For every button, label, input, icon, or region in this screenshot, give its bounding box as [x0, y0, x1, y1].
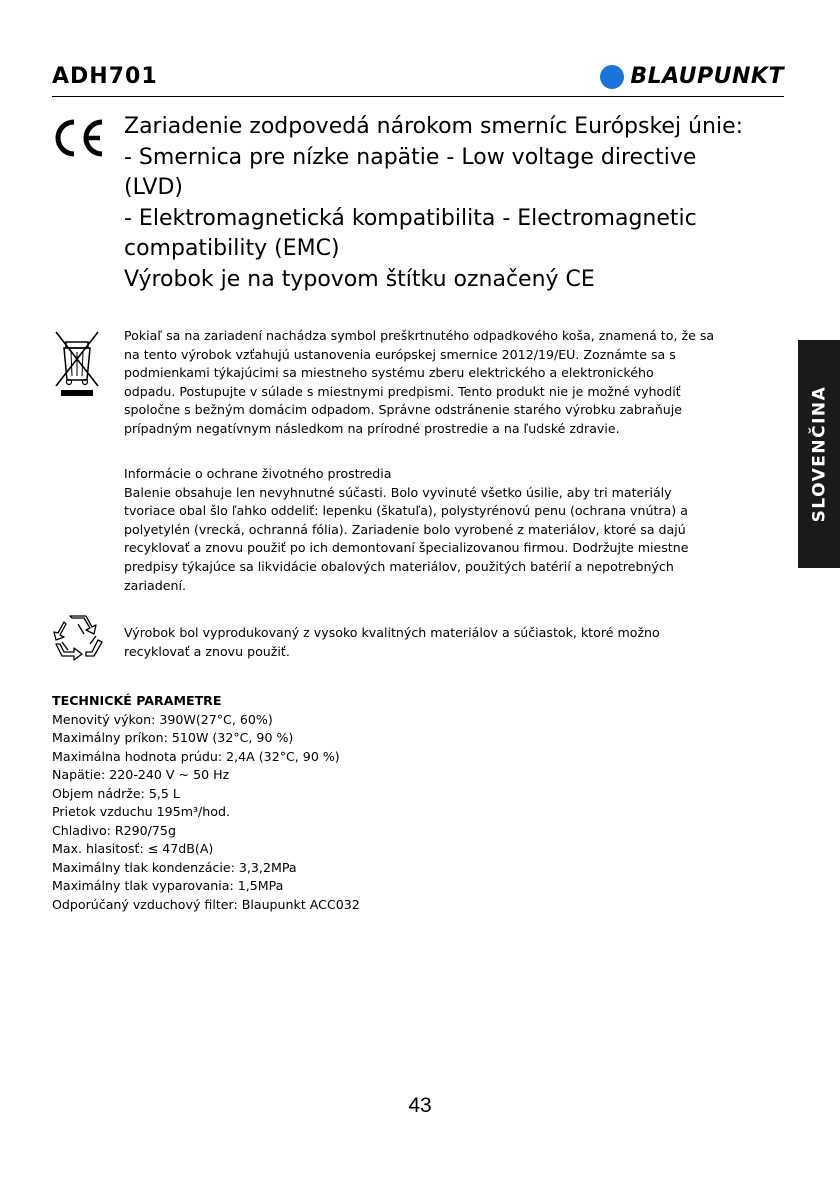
list-item: Maximálna hodnota prúdu: 2,4A (32°C, 90 %): [52, 748, 340, 764]
list-item: Maximálny tlak vyparovania: 1,5MPa: [52, 878, 284, 893]
weee-line: na tento výrobok vzťahujú ustanovenia európskej smernice 2012/19/EU. Zoznámte sa s: [124, 346, 676, 362]
environment-line: polyetylén (vrecká, ochranná fólia). Zariadenie bolo vyrobené z materiálov, ktoré sa dajú: [124, 521, 686, 537]
ce-line: Výrobok je na typovom štítku označený CE: [124, 266, 595, 292]
environment-line: tvoriace obal šlo ľahko oddeliť: lepenku (škatuľa), polystyrénovú penu (ochrana vnútra) a: [124, 503, 688, 519]
model-title: ADH701: [52, 64, 158, 89]
ce-line: Zariadenie zodpovedá nárokom smerníc Európskej únie:: [124, 114, 744, 139]
list-item: Max. hlasitosť: ≤ 47dB(A): [52, 841, 214, 856]
weee-line: Pokiaľ sa na zariadení nachádza symbol preškrtnutého odpadkového koša, znamená to, že sa: [124, 328, 715, 343]
crossed-out-bin-icon: [52, 328, 102, 398]
ce-line: - Elektromagnetická kompatibilita - Electromagnetic: [124, 205, 697, 231]
brand-logo: [600, 64, 784, 89]
technical-parameters: [52, 692, 552, 914]
weee-paragraph: [124, 327, 790, 439]
recycle-paragraph: [124, 624, 790, 661]
ce-conformity-text: [124, 112, 804, 295]
list-item: Menovitý výkon: 390W(27°C, 60%): [52, 711, 273, 727]
weee-line: spoločne s bežným domácim odpadom. Správne odstránenie starého výrobku zabraňuje: [124, 402, 683, 418]
weee-line: prípadným negatívnym následkom na prírodné prostredie a na ľudské zdravie.: [124, 420, 620, 436]
weee-line: podmienkami týkajúcimi sa miestneho systému zberu elektrického a elektronického: [124, 365, 654, 381]
language-side-tab: [798, 340, 840, 568]
ce-mark-icon: [52, 118, 106, 158]
ce-line: compatibility (EMC): [124, 236, 340, 261]
weee-line: odpadu. Postupujte v súlade s miestnymi predpismi. Tento produkt nie je možné vyhodiť: [124, 383, 681, 399]
page-number: 43: [408, 1094, 432, 1117]
list-item: Odporúčaný vzduchový filter: Blaupunkt ACC032: [52, 896, 360, 912]
recycle-line: Výrobok bol vyprodukovaný z vysoko kvalitných materiálov a súčiastok, ktoré možno: [124, 625, 660, 640]
environment-line: Balenie obsahuje len nevyhnutné súčasti. Bolo vyvinuté všetko úsilie, aby tri materiály: [124, 484, 672, 500]
environment-title: Informácie o ochrane životného prostredia: [124, 466, 392, 481]
ce-line: - Smernica pre nízke napätie - Low voltage directive: [124, 144, 697, 170]
environment-line: predpisy týkajúce sa likvidácie obalových materiálov, použitých batérií a nepotrebných: [124, 558, 674, 574]
environment-paragraph: [124, 465, 790, 595]
environment-line: zariadení.: [124, 577, 186, 593]
recycle-icon: [52, 614, 104, 662]
technical-parameters-title: TECHNICKÉ PARAMETRE: [52, 693, 222, 708]
header-divider: [52, 96, 784, 97]
language-label: SLOVENČINA: [809, 385, 829, 523]
list-item: Chladivo: R290/75g: [52, 822, 176, 838]
recycle-line: recyklovať a znovu použiť.: [124, 643, 290, 659]
ce-line: (LVD): [124, 175, 183, 200]
list-item: Prietok vzduchu 195m³/hod.: [52, 804, 230, 819]
blue-circle-logo-icon: [600, 65, 624, 89]
list-item: Objem nádrže: 5,5 L: [52, 785, 180, 801]
list-item: Maximálny príkon: 510W (32°C, 90 %): [52, 730, 294, 745]
list-item: Maximálny tlak kondenzácie: 3,3,2MPa: [52, 859, 297, 875]
list-item: Napätie: 220-240 V ~ 50 Hz: [52, 767, 230, 782]
brand-name: BLAUPUNKT: [630, 64, 784, 89]
environment-line: recyklovať a znovu použiť po ich demontovaní špecializovanou firmou. Dodržujte miestne: [124, 540, 689, 556]
technical-parameters-list: [52, 711, 552, 915]
